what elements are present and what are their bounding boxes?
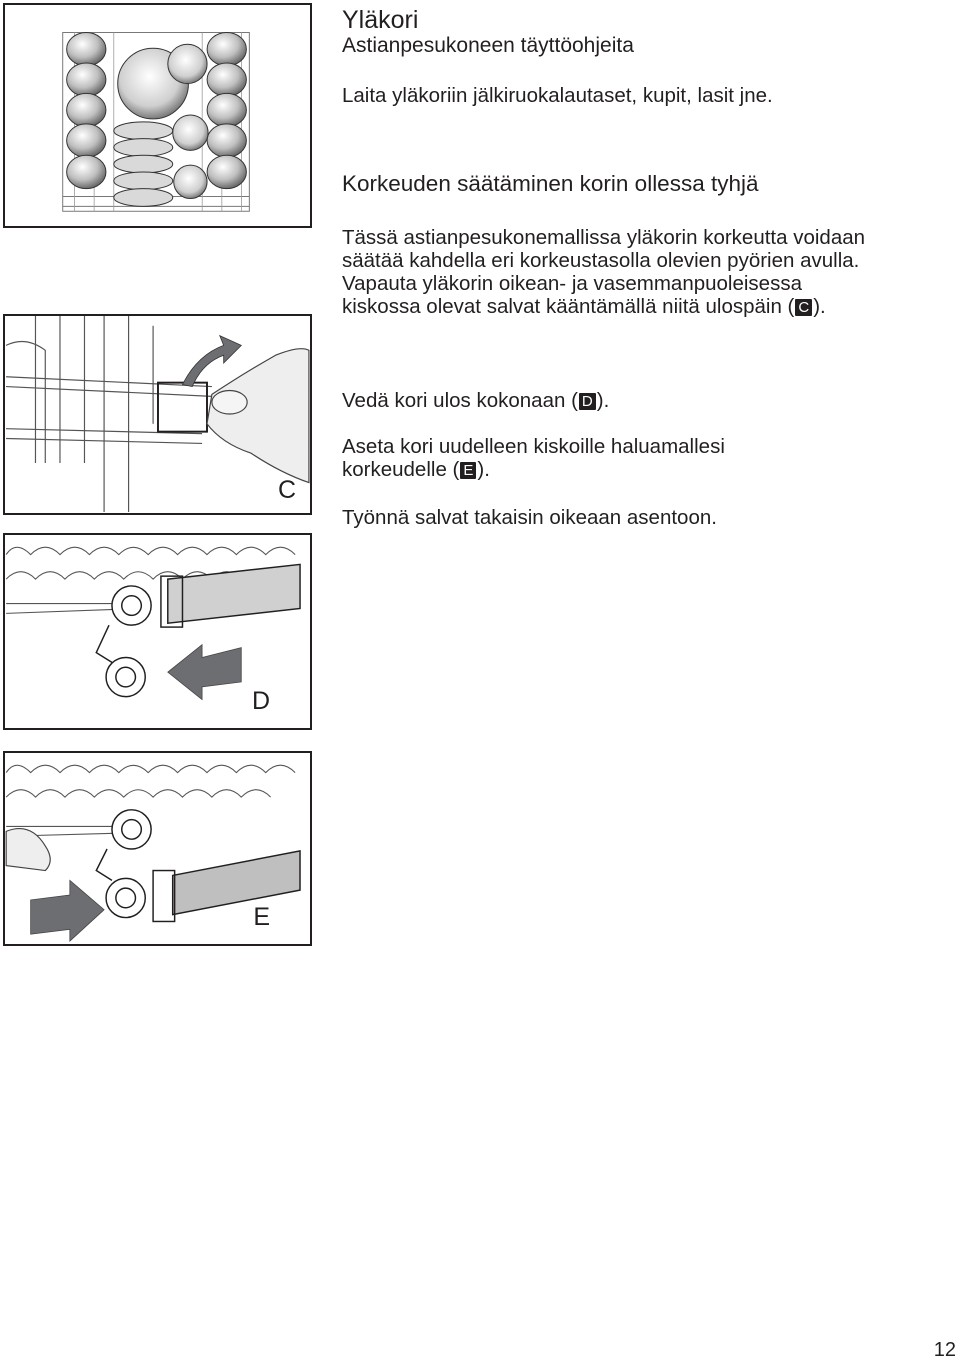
intro-text: Laita yläkoriin jälkiruokalautaset, kupit, lasit jne. bbox=[342, 84, 773, 107]
final-step-text: Työnnä salvat takaisin oikeaan asentoon. bbox=[342, 506, 717, 529]
inline-key-c: C bbox=[795, 299, 812, 316]
inline-key-d: D bbox=[579, 393, 596, 410]
paragraph-line-4-end: ). bbox=[813, 295, 826, 318]
upper-basket-illustration bbox=[5, 5, 310, 226]
step-e-line-2 bbox=[342, 458, 490, 482]
figure-c-release-latch bbox=[3, 314, 312, 515]
step-e-end: ). bbox=[477, 458, 490, 481]
paragraph-line-3: Vapauta yläkorin oikean- ja vasemmanpuoleisessa bbox=[342, 272, 802, 295]
release-latch-illustration bbox=[5, 316, 310, 513]
figure-e-reinsert-basket bbox=[3, 751, 312, 946]
paragraph-line-1: Tässä astianpesukonemallissa yläkorin korkeutta voidaan bbox=[342, 226, 866, 249]
step-d-text bbox=[342, 389, 609, 413]
step-e-label: korkeudelle ( bbox=[342, 458, 460, 481]
step-d-end: ). bbox=[596, 389, 610, 412]
paragraph-line-4-text: kiskossa olevat salvat kääntämällä niitä ulospäin ( bbox=[342, 295, 795, 318]
section-heading: Korkeuden säätäminen korin ollessa tyhjä bbox=[342, 171, 759, 196]
step-e-line-1: Aseta kori uudelleen kiskoille haluamallesi bbox=[342, 435, 725, 458]
figure-upper-basket-loaded bbox=[3, 3, 312, 228]
page-subtitle: Astianpesukoneen täyttöohjeita bbox=[342, 34, 634, 57]
page-title: Yläkori bbox=[342, 6, 419, 34]
paragraph-line-4 bbox=[342, 295, 826, 319]
rotate-arrow-icon bbox=[182, 336, 241, 387]
figure-d-pull-basket bbox=[3, 533, 312, 730]
figure-label-e: E bbox=[253, 903, 270, 931]
paragraph-line-2: säätää kahdella eri korkeustasolla olevien pyörien avulla. bbox=[342, 249, 860, 272]
insert-arrow-icon bbox=[31, 880, 104, 941]
page-number: 12 bbox=[933, 1339, 956, 1361]
inline-key-e: E bbox=[460, 462, 476, 479]
pull-arrow-icon bbox=[168, 645, 241, 700]
step-d-label: Vedä kori ulos kokonaan ( bbox=[342, 389, 578, 412]
figure-label-d: D bbox=[251, 687, 270, 715]
figure-label-c: C bbox=[277, 476, 296, 504]
